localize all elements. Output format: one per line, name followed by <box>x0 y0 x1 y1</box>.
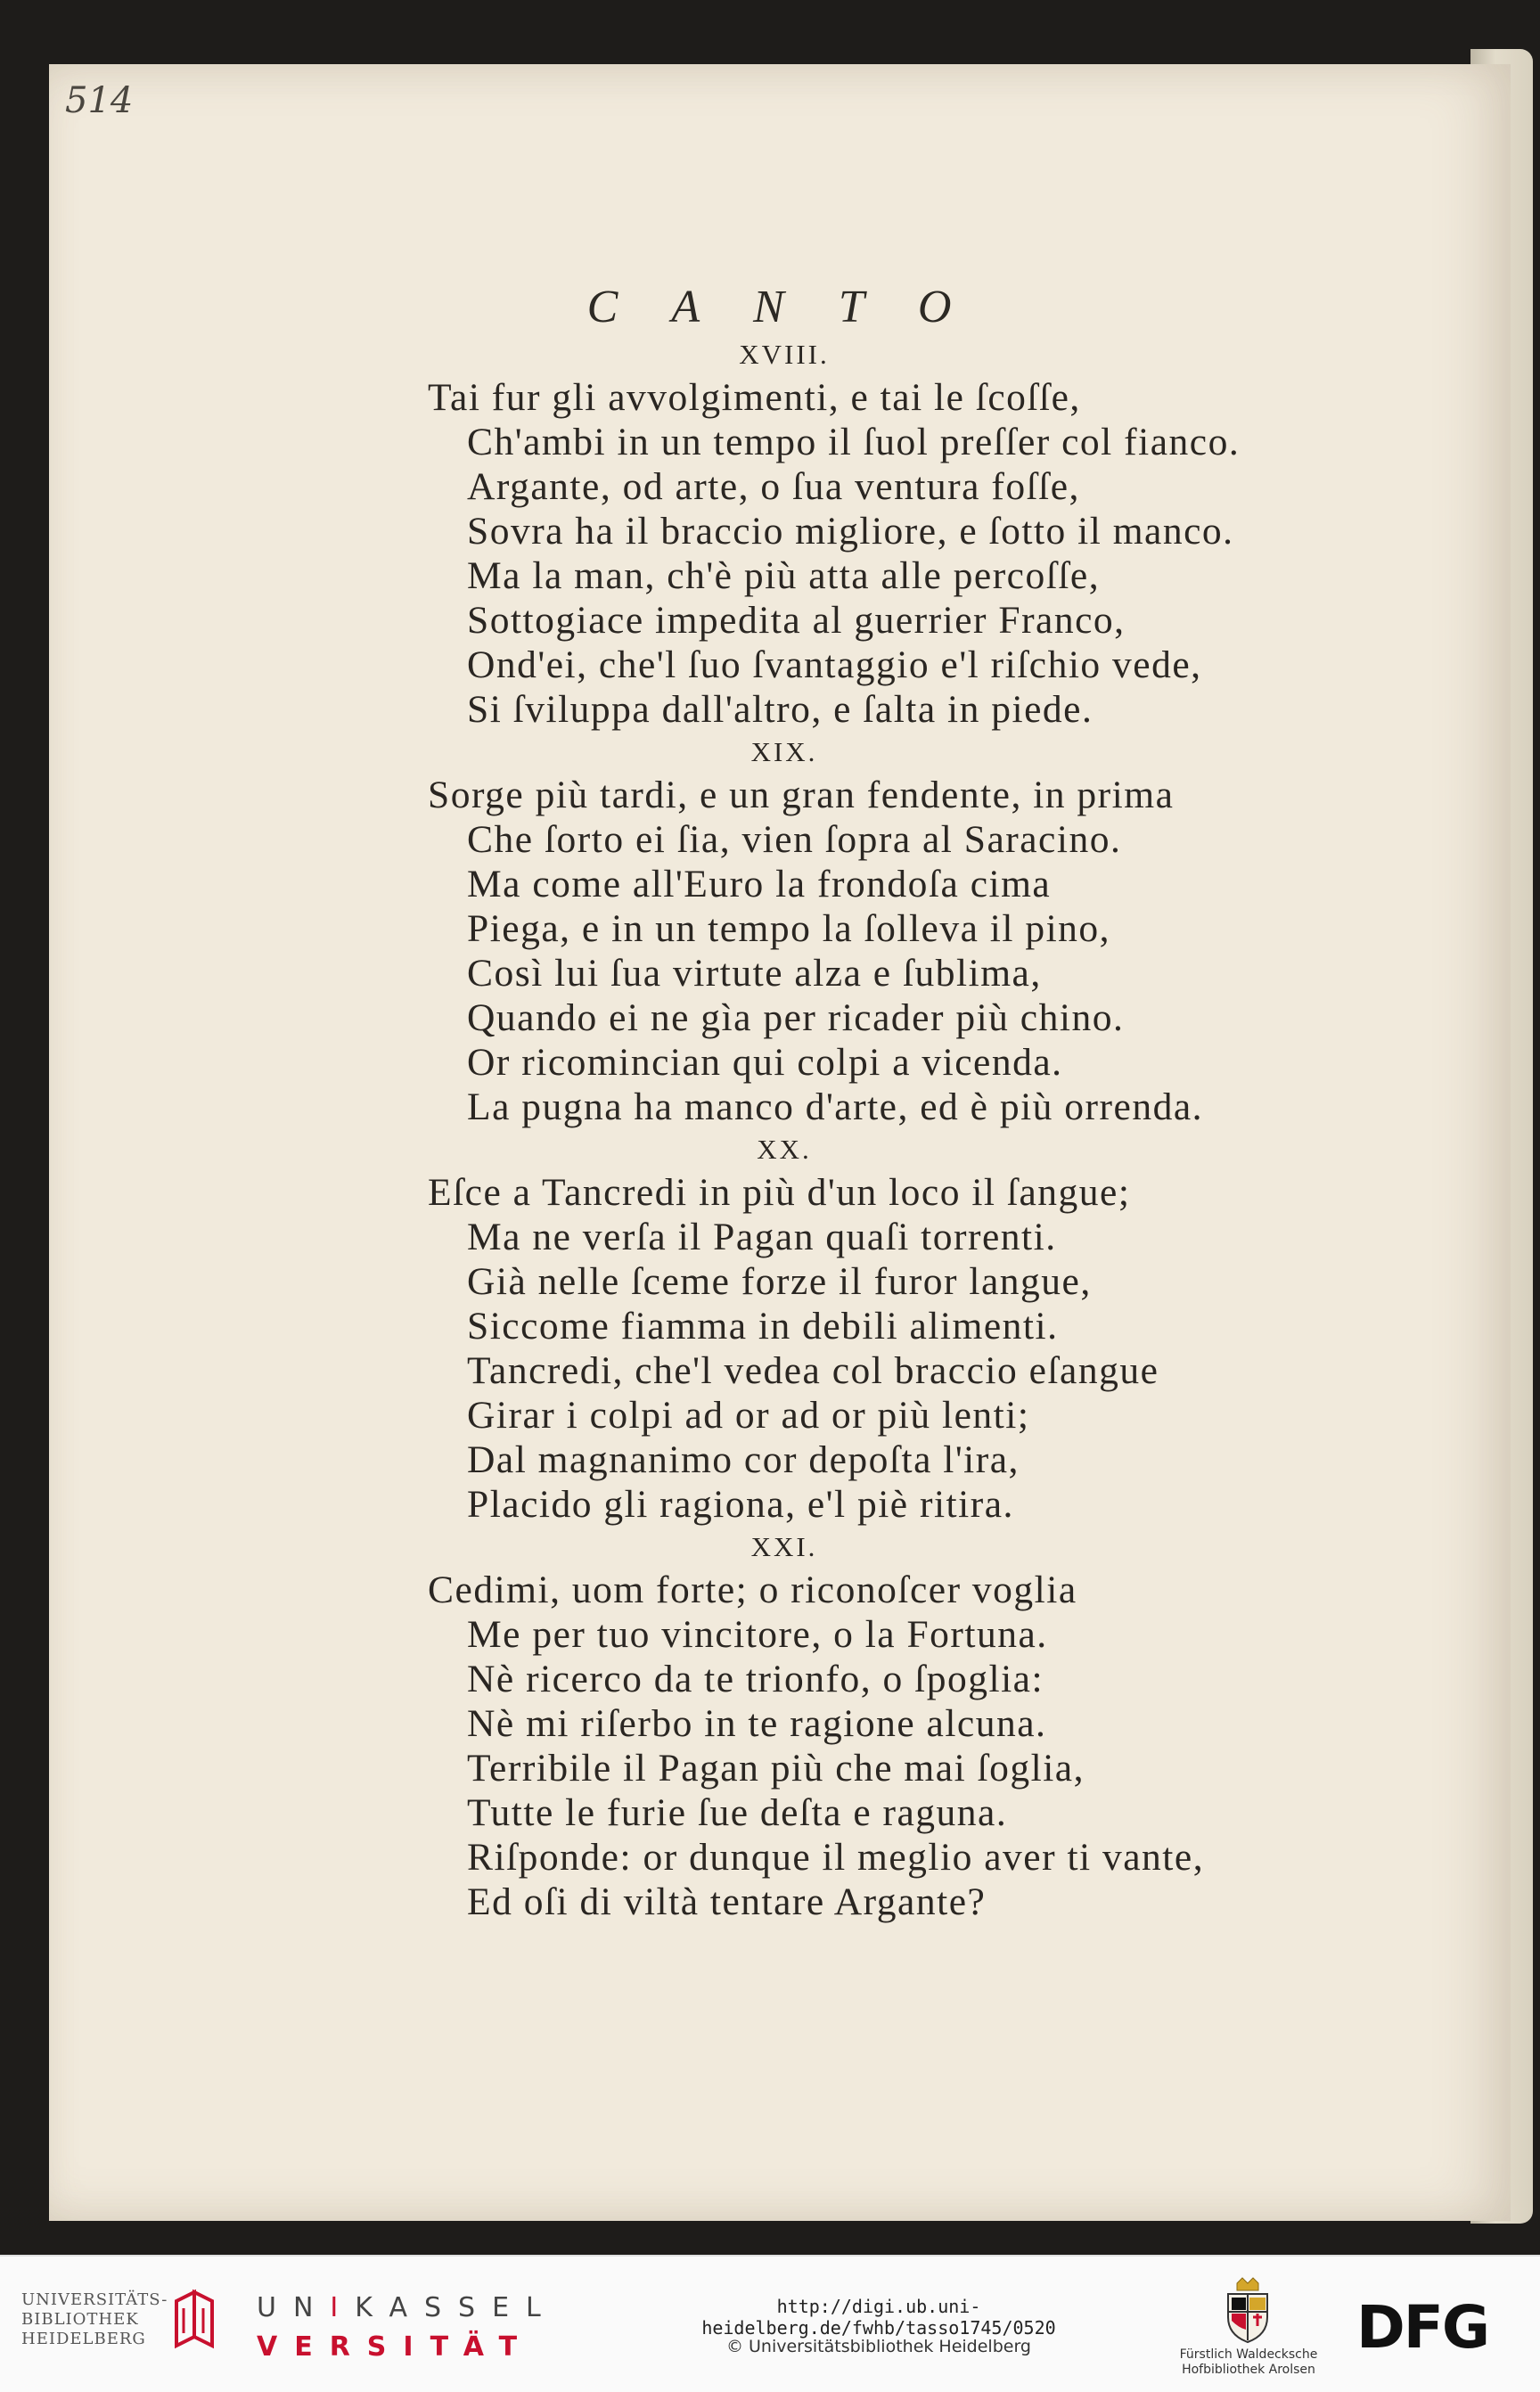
verse-line: Tutte le furie ſue deſta e raguna. <box>467 1791 1008 1834</box>
verse-line: Così lui ſua virtute alza e ſublima, <box>467 952 1042 995</box>
verse-line: Argante, od arte, o ſua ventura foſſe, <box>467 465 1080 508</box>
verse-line: Sottogiace impedita al guerrier Franco, <box>467 599 1126 642</box>
permalink-url[interactable]: http://digi.ub.uni-heidelberg.de/fwhb/tasso1745/0520 <box>701 2296 1056 2339</box>
page-number: 514 <box>65 80 134 121</box>
verse-line: Nè mi riſerbo in te ragione alcuna. <box>467 1702 1047 1745</box>
unikassel-line-1[interactable]: UNIKASSEL <box>257 2292 558 2323</box>
stanza-number: XIX. <box>750 736 818 767</box>
canto-title: C A N T O <box>586 282 973 332</box>
copyright-notice: © Universitätsbibliothek Heidelberg <box>725 2337 1031 2356</box>
verse-line: Ma ne verſa il Pagan quaſi torrenti. <box>467 1216 1057 1258</box>
arolsen-name-line: Hofbibliothek Arolsen <box>1182 2363 1315 2377</box>
verse-line: Tai fur gli avvolgimenti, e tai le ſcoſſe, <box>428 376 1081 419</box>
verse-line: Riſponde: or dunque il meglio aver ti vante, <box>467 1836 1205 1879</box>
verse-line: Terribile il Pagan più che mai ſoglia, <box>467 1747 1085 1790</box>
stanza-number: XVIII. <box>739 339 830 370</box>
stanza-number: XX. <box>757 1134 812 1165</box>
unikassel-logo-icon[interactable] <box>168 2283 225 2355</box>
verse-line: Cedimi, uom forte; o riconoſcer voglia <box>428 1569 1077 1611</box>
stanza-number: XXI. <box>750 1531 818 1562</box>
verse-line: Ma come all'Euro la frondoſa cima <box>467 863 1052 905</box>
library-name-line: UNIVERSITÄTS- <box>21 2290 168 2309</box>
verse-line: Sovra ha il braccio migliore, e ſotto il manco. <box>467 510 1234 553</box>
verse-line: Che ſorto ei ſia, vien ſopra al Saracino. <box>467 818 1122 861</box>
verse-line: Quando ei ne gìa per ricader più chino. <box>467 996 1125 1039</box>
verse-line: Me per tuo vincitore, o la Fortuna. <box>467 1613 1048 1656</box>
heidelberg-library-name[interactable] <box>21 2290 168 2349</box>
arolsen-library-name[interactable] <box>1176 2347 1321 2378</box>
verse-line: Dal magnanimo cor depoſta l'ira, <box>467 1438 1020 1481</box>
verse-line: Si ſviluppa dall'altro, e ſalta in piede. <box>467 688 1094 731</box>
verse-line: Girar i colpi ad or ad or più lenti; <box>467 1394 1030 1437</box>
poem-text <box>428 334 1435 1924</box>
book-page <box>49 64 1511 2221</box>
verse-line: Ed oſi di viltà tentare Argante? <box>467 1880 987 1923</box>
library-name-line: BIBLIOTHEK <box>21 2310 139 2329</box>
library-name-line: HEIDELBERG <box>21 2330 146 2348</box>
dfg-logo-text: DFG <box>1356 2296 1489 2355</box>
verse-line: Già nelle ſceme forze il furor langue, <box>467 1260 1092 1303</box>
verse-line: Ch'ambi in un tempo il ſuol preſſer col fianco. <box>467 421 1241 463</box>
verse-line: Ma la man, ch'è più atta alle percoſſe, <box>467 554 1101 597</box>
verse-line: Or ricomincian qui colpi a vicenda. <box>467 1041 1063 1084</box>
dfg-logo-icon[interactable] <box>1353 2296 1511 2355</box>
arolsen-crest-icon[interactable] <box>1219 2276 1276 2344</box>
verse-line: Sorge più tardi, e un gran fendente, in prima <box>428 774 1175 816</box>
verse-line: Piega, e in un tempo la ſolleva il pino, <box>467 907 1111 950</box>
verse-line: Tancredi, che'l vedea col braccio eſangue <box>467 1349 1159 1392</box>
verse-line: Placido gli ragiona, e'l piè ritira. <box>467 1483 1014 1526</box>
verse-line: La pugna ha manco d'arte, ed è più orrenda. <box>467 1085 1204 1128</box>
verse-line: Nè ricerco da te trionfo, o ſpoglia: <box>467 1658 1044 1700</box>
viewer-footer <box>0 2255 1540 2392</box>
unikassel-line-2[interactable]: VERSITÄT <box>257 2331 535 2363</box>
verse-line: Eſce a Tancredi in più d'un loco il ſangue; <box>428 1171 1131 1214</box>
verse-line: Siccome fiamma in debili alimenti. <box>467 1305 1059 1348</box>
arolsen-name-line: Fürstlich Waldecksche <box>1179 2347 1318 2362</box>
verse-line: Ond'ei, che'l ſuo ſvantaggio e'l riſchio vede, <box>467 643 1202 686</box>
